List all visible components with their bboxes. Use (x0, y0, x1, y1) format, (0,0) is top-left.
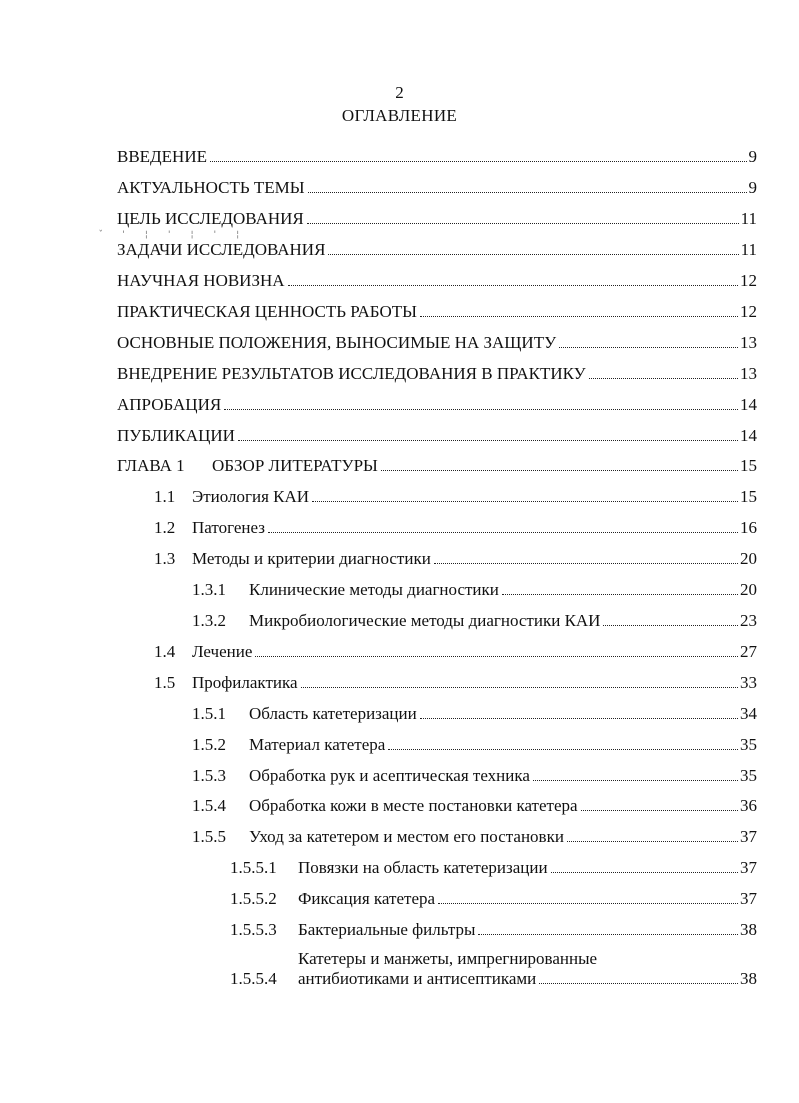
toc-entry[interactable] (117, 240, 757, 260)
toc-entry-number: 1.3.1 (192, 580, 226, 599)
toc-entry[interactable] (192, 704, 757, 724)
toc-entry-page: 9 (748, 147, 757, 166)
dot-leader (551, 871, 738, 873)
toc-entry-page: 12 (740, 302, 757, 321)
toc-entry[interactable] (117, 426, 757, 446)
toc-entry-page: 33 (740, 673, 757, 692)
toc-entry[interactable] (192, 796, 757, 816)
toc-entry[interactable] (192, 580, 757, 600)
dot-leader (307, 222, 739, 224)
toc-entry-number: 1.5.5 (192, 827, 226, 846)
toc-entry-page: 37 (740, 889, 757, 908)
toc-entry-title: Обработка кожи в месте постановки катетера (249, 796, 578, 815)
dot-leader (238, 439, 738, 441)
toc-entry-title: Фиксация катетера (298, 889, 436, 908)
toc-entry-number: 1.5.5.4 (230, 969, 277, 988)
scan-mark: ˇ ' ¦ ' ¦ ' ¦ (98, 230, 247, 240)
dot-leader (434, 562, 738, 564)
toc-entry[interactable] (117, 147, 757, 167)
toc-entry-page: 13 (740, 364, 757, 383)
toc-entry-number: 1.3 (154, 549, 176, 568)
toc-entry-page: 12 (740, 271, 757, 290)
dot-leader (301, 686, 738, 688)
toc-entry[interactable] (117, 456, 757, 476)
toc-entry-title: ЗАДАЧИ ИССЛЕДОВАНИЯ (117, 240, 326, 259)
toc-entry-page: 34 (740, 704, 757, 723)
toc-entry[interactable] (154, 487, 757, 507)
toc-entry-title: Профилактика (192, 673, 298, 692)
dot-leader (224, 408, 738, 410)
toc-entry[interactable] (230, 858, 757, 878)
toc-entry[interactable] (117, 178, 757, 198)
toc-entry-number: 1.5.5.1 (230, 858, 277, 877)
toc-entry-title: ВНЕДРЕНИЕ РЕЗУЛЬТАТОВ ИССЛЕДОВАНИЯ В ПРАКТИКУ (117, 364, 586, 383)
dot-leader (328, 253, 738, 255)
toc-entry-number: 1.5.4 (192, 796, 226, 815)
toc-entry-title: НАУЧНАЯ НОВИЗНА (117, 271, 285, 290)
toc-entry-page: 36 (740, 796, 757, 815)
toc-entry-page: 16 (740, 518, 757, 537)
toc-entry-title: ОСНОВНЫЕ ПОЛОЖЕНИЯ, ВЫНОСИМЫЕ НА ЗАЩИТУ (117, 333, 557, 352)
dot-leader (268, 531, 738, 533)
toc-entry-number: 1.5.5.2 (230, 889, 277, 908)
toc-entry-number: 1.5.5.3 (230, 920, 277, 939)
toc-entry-number: 1.1 (154, 487, 176, 506)
dot-leader (502, 593, 738, 595)
toc-entry-page: 11 (740, 209, 757, 228)
toc-entry-number: ГЛАВА 1 (117, 456, 185, 475)
dot-leader (288, 284, 738, 286)
dot-leader (559, 346, 738, 348)
page-number: 2 (395, 83, 404, 102)
toc-entry-title: Клинические методы диагностики (249, 580, 499, 599)
dot-leader (388, 748, 738, 750)
toc-entry-title-continued: антибиотиками и антисептиками (298, 969, 537, 988)
toc-entry-title: ЦЕЛЬ ИССЛЕДОВАНИЯ (117, 209, 304, 228)
toc-entry-title: АКТУАЛЬНОСТЬ ТЕМЫ (117, 178, 305, 197)
toc-entry-number: 1.4 (154, 642, 176, 661)
toc-entry[interactable] (154, 642, 757, 662)
toc-entry-title: Уход за катетером и местом его постановки (249, 827, 564, 846)
toc-entry[interactable] (154, 673, 757, 693)
toc-entry-page: 23 (740, 611, 757, 630)
toc-entry-page: 35 (740, 766, 757, 785)
dot-leader (420, 717, 738, 719)
toc-entry-title: Повязки на область катетеризации (298, 858, 548, 877)
dot-leader (255, 655, 738, 657)
toc-entry[interactable] (117, 209, 757, 229)
toc-entry-page: 27 (740, 642, 757, 661)
toc-entry-number: 1.5.2 (192, 735, 226, 754)
toc-entry-title: Бактериальные фильтры (298, 920, 476, 939)
toc-entry[interactable] (117, 395, 757, 415)
toc-entry[interactable] (117, 271, 757, 291)
toc-entry-title: ПУБЛИКАЦИИ (117, 426, 235, 445)
dot-leader (312, 500, 738, 502)
toc-entry-title: Патогенез (192, 518, 265, 537)
toc-entry-title: Катетеры и манжеты, импрегнированные (298, 949, 598, 968)
toc-entry-page: 35 (740, 735, 757, 754)
dot-leader (581, 809, 738, 811)
dot-leader (539, 982, 738, 984)
dot-leader (210, 160, 747, 162)
toc-entry-number: 1.2 (154, 518, 176, 537)
toc-entry-title: Лечение (192, 642, 253, 661)
toc-entry[interactable] (192, 827, 757, 847)
toc-entry[interactable] (230, 889, 757, 909)
toc-entry[interactable] (154, 549, 757, 569)
toc-entry[interactable] (154, 518, 757, 538)
toc-entry-number: 1.5 (154, 673, 176, 692)
toc-entry-title: ОБЗОР ЛИТЕРАТУРЫ (212, 456, 378, 475)
toc-entry-title: АПРОБАЦИЯ (117, 395, 222, 414)
toc-entry-title: Обработка рук и асептическая техника (249, 766, 530, 785)
toc-entry[interactable] (192, 735, 757, 755)
toc-entry[interactable] (230, 949, 757, 989)
toc-entry-title: ПРАКТИЧЕСКАЯ ЦЕННОСТЬ РАБОТЫ (117, 302, 417, 321)
toc-entry[interactable] (230, 920, 757, 940)
toc-entry[interactable] (117, 364, 757, 384)
toc-entry-page: 15 (740, 487, 757, 506)
toc-entry-page: 14 (740, 395, 757, 414)
toc-entry-page: 38 (740, 969, 757, 988)
toc-entry[interactable] (117, 333, 757, 353)
toc-entry-title: Методы и критерии диагностики (192, 549, 431, 568)
dot-leader (438, 902, 738, 904)
toc-entry-page: 37 (740, 827, 757, 846)
dot-leader (533, 779, 738, 781)
dot-leader (603, 624, 738, 626)
toc-entry-title: Микробиологические методы диагностики КАИ (249, 611, 601, 630)
toc-entry-page: 13 (740, 333, 757, 352)
toc-entry-page: 37 (740, 858, 757, 877)
toc-entry-page: 14 (740, 426, 757, 445)
dot-leader (589, 377, 738, 379)
toc-entry-page: 38 (740, 920, 757, 939)
toc-entry-title: Этиология КАИ (192, 487, 310, 506)
dot-leader (567, 840, 738, 842)
toc-entry[interactable] (117, 302, 757, 322)
dot-leader (478, 933, 738, 935)
toc-entry-title: Материал катетера (249, 735, 386, 754)
dot-leader (420, 315, 738, 317)
toc-entry-page: 15 (740, 456, 757, 475)
toc-heading: ОГЛАВЛЕНИЕ (341, 106, 458, 125)
toc-entry-number: 1.3.2 (192, 611, 226, 630)
toc-entry[interactable] (192, 766, 757, 786)
toc-entry-number: 1.5.1 (192, 704, 226, 723)
toc-entry-page: 11 (740, 240, 757, 259)
toc-entry-number: 1.5.3 (192, 766, 226, 785)
toc-entry-title: ВВЕДЕНИЕ (117, 147, 207, 166)
toc-entry-title: Область катетеризации (249, 704, 417, 723)
toc-entry-page: 9 (748, 178, 757, 197)
toc-entry-page: 20 (740, 580, 757, 599)
toc-entry[interactable] (192, 611, 757, 631)
toc-entry-page: 20 (740, 549, 757, 568)
dot-leader (308, 191, 747, 193)
dot-leader (381, 469, 738, 471)
